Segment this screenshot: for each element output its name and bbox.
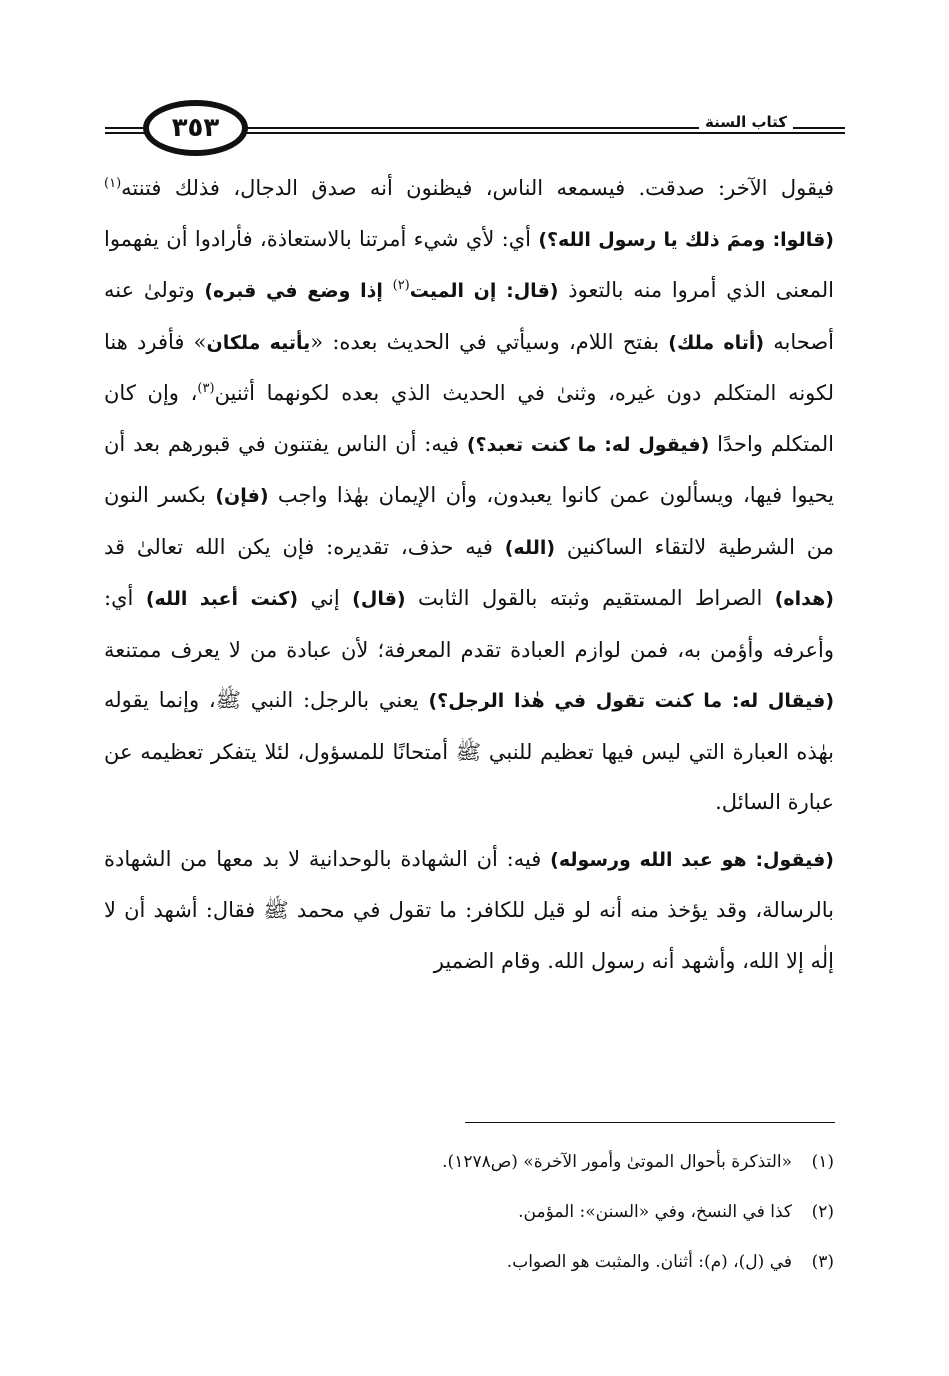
hadith-text: (قال) bbox=[352, 588, 406, 610]
text-run: وتولىٰ عنه أصحابه bbox=[104, 278, 834, 354]
hadith-text: (كنت أعبد الله) bbox=[145, 588, 299, 610]
footnote-text: «التذكرة بأحوال الموتىٰ وأمور الآخرة» (ص١٢٧٨). bbox=[442, 1152, 792, 1172]
hadith-text: يأتيه ملكان bbox=[206, 331, 311, 354]
text-run: الصراط المستقيم وثبته بالقول الثابت bbox=[405, 586, 775, 610]
footnote-3 bbox=[104, 1237, 834, 1287]
footnote-number: (٣) bbox=[811, 1252, 834, 1272]
text-run: فيقول الآخر: صدقت. فيسمعه الناس، فيظنون أنه صدق الدجال، فذلك فتنته bbox=[121, 176, 834, 200]
text-run: أي: وأعرفه وأؤمن به، فمن لوازم العبادة تقدم المعرفة؛ لأن عبادة من لا يعرف ممتنعة bbox=[104, 586, 834, 662]
footnote-number: (١) bbox=[811, 1152, 834, 1172]
footnote-ref: (١) bbox=[104, 176, 122, 191]
footnote-ref: (٢) bbox=[392, 278, 410, 293]
text-run: أي: لأي شيء أمرتنا بالاستعاذة، فأرادوا أن يفهموا المعنى الذي أمروا منه بالتعوذ bbox=[104, 226, 835, 302]
text-run: فيه: أن الشهادة بالوحدانية لا بد معها من الشهادة بالرسالة، وقد يؤخذ منه أنه لو قيل للكافر: ما تقول في محمد ﷺ فقال: أشهد أن لا إلٰه إلا الله، وأشهد أنه رسول الله. وقام الضمير bbox=[104, 846, 834, 973]
footnote-text: في (ل)، (م): أثنان. والمثبت هو الصواب. bbox=[506, 1252, 792, 1272]
main-text bbox=[104, 163, 834, 986]
footnote-2 bbox=[104, 1187, 834, 1237]
page-number: ٣٥٣ bbox=[143, 100, 248, 156]
footnote-ref: (٣) bbox=[197, 381, 215, 396]
paragraph-1 bbox=[104, 163, 834, 828]
text-run: بكسر النون من الشرطية لالتقاء الساكنين bbox=[104, 483, 834, 559]
paragraph-2 bbox=[104, 834, 834, 987]
hadith-text: (فيقال له: ما كنت تقول في هٰذا الرجل؟) bbox=[428, 690, 835, 712]
text-run: يعني بالرجل: النبي ﷺ، وإنما يقوله بهٰذه العبارة التي ليس فيها تعظيم للنبي ﷺ أمتحانًا للمسؤول، لئلا يتفكر تعظيمه عن عبارة السائل. bbox=[104, 688, 834, 814]
hadith-text: (قالوا: وممَ ذلك يا رسول الله؟) bbox=[538, 228, 834, 251]
footnote-number: (٢) bbox=[811, 1202, 834, 1222]
footnotes bbox=[104, 1137, 834, 1287]
hadith-text: (فيقول: هو عبد الله ورسوله) bbox=[550, 848, 834, 871]
text-run: فيه حذف، تقديره: فإن يكن الله تعالىٰ قد bbox=[104, 534, 505, 559]
hadith-text: (أتاه ملك) bbox=[668, 331, 765, 354]
text-run: فيه: أن الناس يفتنون في قبورهم بعد أن يحيوا فيها، ويسألون عمن كانوا يعبدون، وأن الإيمان بهٰذا واجب bbox=[104, 431, 834, 507]
hadith-text: (فيقول له: ما كنت تعبد؟) bbox=[466, 433, 710, 456]
text-run: » فأفرد هنا لكونه المتكلم دون غيره، وثنىٰ في الحديث الذي بعده لكونهما أثنين bbox=[104, 329, 835, 405]
footnote-separator bbox=[465, 1122, 835, 1123]
text-run: ، وإن كان المتكلم واحدًا bbox=[104, 381, 834, 456]
page-header bbox=[105, 100, 845, 160]
hadith-text: (قال: إن الميت bbox=[409, 280, 559, 302]
hadith-text: (الله) bbox=[504, 536, 556, 559]
hadith-text: إذا وضع في قبره) bbox=[204, 280, 393, 302]
text-run: بفتح اللام، وسيأتي في الحديث بعده: « bbox=[310, 329, 669, 354]
hadith-text: (هداه) bbox=[774, 588, 834, 610]
footnote-1 bbox=[104, 1137, 834, 1187]
text-run: إني bbox=[298, 586, 353, 610]
running-title: كتاب السنة bbox=[699, 113, 793, 131]
hadith-text: (فإن) bbox=[215, 485, 269, 507]
footnote-text: كذا في النسخ، وفي «السنن»: المؤمن. bbox=[518, 1202, 792, 1222]
